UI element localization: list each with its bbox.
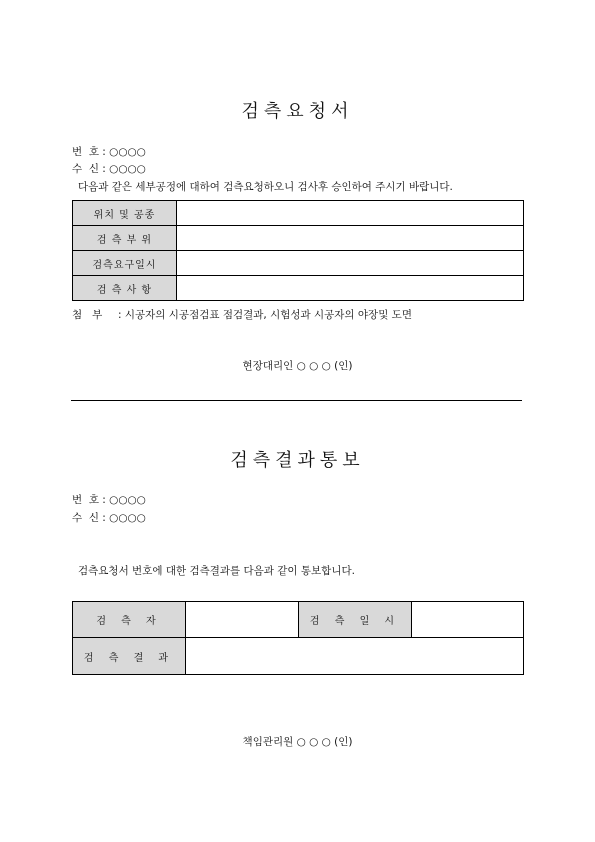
request-row-label: 검 측 사 항 — [73, 276, 177, 301]
result-title: 검측결과통보 — [230, 450, 365, 471]
request-row-value[interactable] — [177, 201, 524, 226]
request-row-part — [73, 226, 524, 251]
inspection-result-value[interactable] — [186, 638, 524, 675]
request-row-location — [73, 201, 524, 226]
request-row-value[interactable] — [177, 251, 524, 276]
inspector-label: 검 측 자 — [73, 602, 186, 638]
section-divider — [71, 400, 522, 401]
request-title: 검측요청서 — [241, 101, 354, 122]
request-signature: 현장대리인 ○ ○ ○ (인) — [242, 360, 353, 372]
attachment-label: 첨 부 — [72, 309, 103, 321]
request-number-line: 번 호 : ○○○○ — [72, 146, 146, 158]
inspector-value[interactable] — [186, 602, 299, 638]
inspection-datetime-label: 검 측 일 시 — [299, 602, 412, 638]
result-number-line: 번 호 : ○○○○ — [72, 494, 146, 506]
attachment-text: : 시공자의 시공점검표 점검결과, 시험성과 시공자의 야장및 도면 — [118, 309, 412, 321]
request-form-table — [72, 200, 524, 301]
inspection-result-label: 검 측 결 과 — [73, 638, 186, 675]
request-row-value[interactable] — [177, 226, 524, 251]
result-recipient-line: 수 신 : ○○○○ — [72, 512, 146, 524]
result-row-bottom — [73, 638, 524, 675]
result-row-top — [73, 602, 524, 638]
result-form-table — [72, 601, 524, 675]
request-row-label: 검측요구일시 — [73, 251, 177, 276]
request-row-value[interactable] — [177, 276, 524, 301]
request-intro: 다음과 같은 세부공정에 대하여 검측요청하오니 검사후 승인하여 주시기 바랍니다. — [78, 181, 453, 193]
inspection-datetime-value[interactable] — [412, 602, 524, 638]
result-intro: 검측요청서 번호에 대한 검측결과를 다음과 같이 통보합니다. — [78, 565, 355, 577]
request-row-label: 위치 및 공종 — [73, 201, 177, 226]
request-row-label: 검 측 부 위 — [73, 226, 177, 251]
request-row-items — [73, 276, 524, 301]
request-recipient-line: 수 신 : ○○○○ — [72, 163, 146, 175]
result-signature: 책임관리원 ○ ○ ○ (인) — [242, 736, 353, 748]
request-row-datetime — [73, 251, 524, 276]
